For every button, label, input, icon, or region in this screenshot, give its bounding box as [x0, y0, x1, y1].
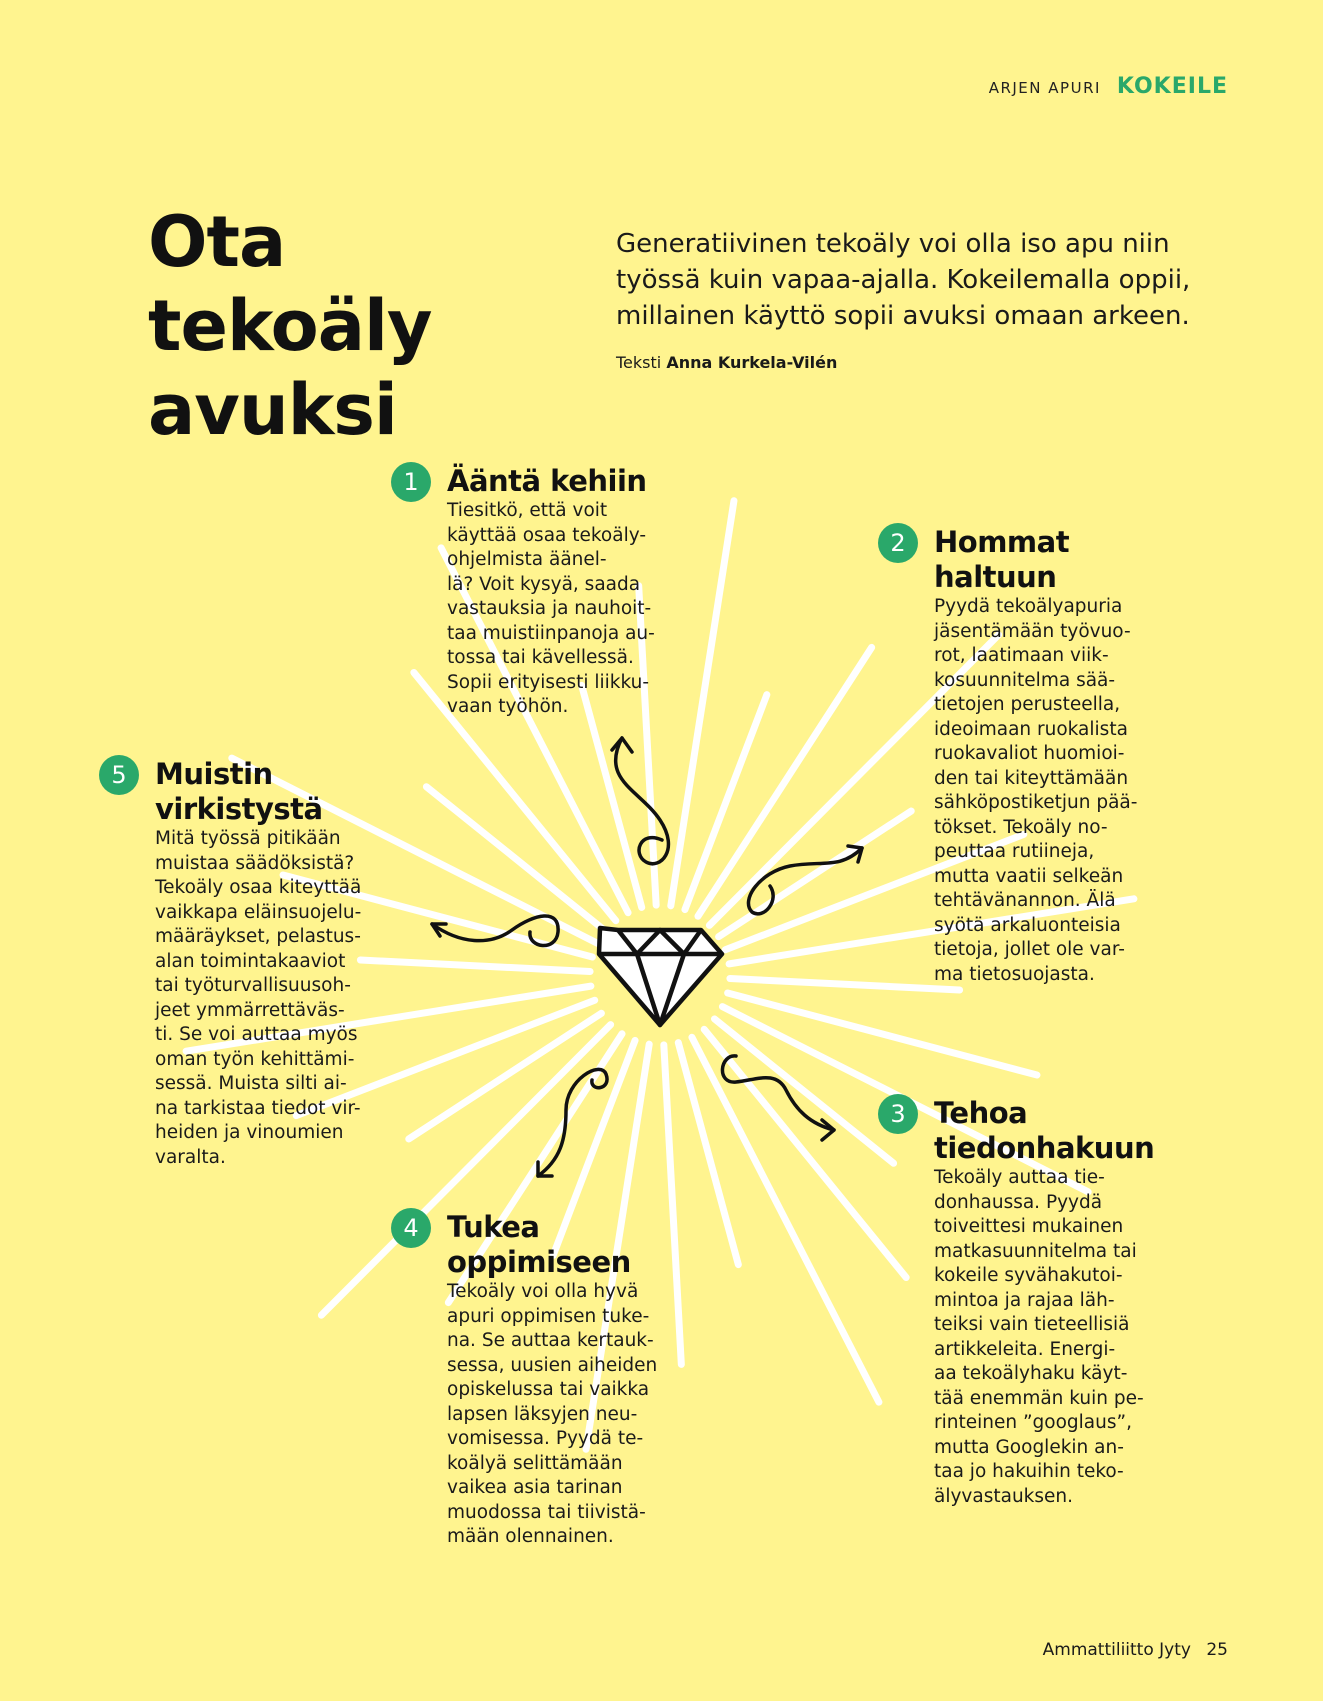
tip-number-badge: 5	[99, 755, 139, 795]
tip-number-badge: 2	[878, 523, 918, 563]
tip-body: Tekoäly voi olla hyvä apuri oppimisen tuke- na. Se auttaa kertauk- sessa, uusien aiheiden opiskelussa tai vaikka lapsen läksyjen neu- vomisessa. Pyydä te- koälyä selittämään vaikea asia tarinan muodossa tai tiivistä- mään olennainen.	[447, 1281, 658, 1547]
author-name: Anna Kurkela-Vilén	[666, 353, 838, 372]
tip-body: Tekoäly auttaa tie- donhaussa. Pyydä toiveittesi mukainen matkasuunnitelma tai kokeile syvähakutoi- mintoa ja rajaa läh- teiksi vain tieteellisiä artikkeleita. Energi- aa tekoälyhaku käyt- tää enemmän kuin pe- rinteinen ”googlaus”, mutta Googlekin an- taa jo hakuihin teko- älyvastauksen.	[934, 1167, 1144, 1507]
ray	[730, 978, 960, 989]
article-title: Ota tekoäly avuksi	[148, 201, 432, 451]
tip-5	[111, 757, 370, 1170]
tip-number-badge: 3	[878, 1094, 918, 1134]
ray	[671, 501, 734, 906]
ray	[698, 647, 872, 916]
tip-number-badge: 1	[391, 462, 431, 502]
page-number: 25	[1206, 1640, 1228, 1660]
tip-body: Tiesitkö, että voit käyttää osaa tekoäly- ohjelmista äänel- lä? Voit kysyä, saada vastauksia ja nauhoit- taa muistiinpanoja au- tossa tai kävellessä. Sopii erityisesti liikku- vaan työhön.	[447, 500, 655, 717]
ray	[715, 1019, 894, 1163]
tip-3	[890, 1096, 1155, 1509]
article-lead: Generatiivinen tekoäly voi olla iso apu niin työssä kuin vapaa-ajalla. Kokeilemalla oppii, millainen käyttö sopii avuksi omaan arkeen.	[616, 229, 1191, 331]
tip-4	[403, 1210, 667, 1550]
tip-body: Pyydä tekoälyapuria jäsentämään työvuo- rot, laatimaan viik- kosuunnitelma sää- tietojen perusteella, ideoimaan ruokalista ruokavaliot huomioi- den tai kiteyttämään sähköpostiketjun pää- tökset. Tekoäly no- peuttaa rutiineja, mutta vaatii selkeän tehtävänannon. Älä syötä arkaluonteisia tietoja, jollet ole var- ma tietosuojasta.	[934, 596, 1138, 985]
tip-title: Tehoa tiedonhakuun	[934, 1096, 1155, 1165]
tip-title: Muistin virkistystä	[155, 757, 323, 826]
tip-1	[403, 464, 667, 720]
diamond-icon	[599, 928, 722, 1025]
tip-body: Mitä työssä pitikään muistaa säädöksistä? Tekoäly osaa kiteyttää vaikkapa eläinsuojelu- määräykset, pelastus- alan toimintakaaviot tai työturvallisuusoh- jeet ymmärrettäväs- ti. Se voi auttaa myös oman työn kehittämi- sessä. Muista silti ai- na tarkistaa tiedot vir- heiden ja vinoumien varalta.	[155, 828, 362, 1168]
tip-number-badge: 4	[391, 1208, 431, 1248]
tip-title: Tukea oppimiseen	[447, 1210, 631, 1279]
section-label: ARJEN APURI	[988, 79, 1101, 97]
ray	[426, 787, 605, 931]
tip-title: Ääntä kehiin	[447, 464, 647, 498]
publication-name: Ammattiliitto Jyty	[1042, 1640, 1191, 1660]
arrowhead-icon	[612, 738, 632, 752]
tip-title: Hommat haltuun	[934, 525, 1070, 594]
tip-2	[890, 525, 1154, 987]
section-accent: KOKEILE	[1116, 74, 1228, 99]
byline-prefix: Teksti	[616, 353, 662, 372]
page-footer	[1043, 1640, 1228, 1660]
ray	[360, 960, 590, 971]
